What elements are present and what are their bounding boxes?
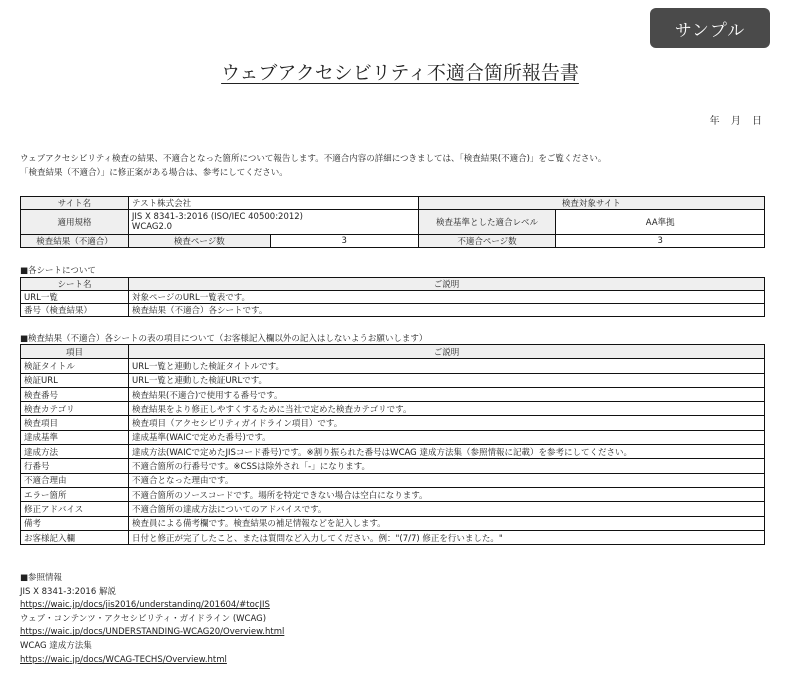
row-description: 検査結果(不適合)で使用する番号です。 (129, 387, 765, 401)
reference-link[interactable]: https://waic.jp/docs/jis2016/understanding/201604/#tocJIS (20, 600, 270, 611)
table-row (21, 530, 765, 544)
row-name: エラー箇所 (21, 487, 129, 501)
intro-text (20, 152, 606, 180)
standard-label: 適用規格 (21, 210, 129, 235)
row-description: 検査結果（不適合）各シートです。 (129, 304, 765, 317)
sheets-heading: ■各シートについて (20, 266, 96, 276)
table-row (21, 373, 765, 387)
row-description: 不適合となった理由です。 (129, 473, 765, 487)
site-name-value: テスト株式会社 (128, 197, 418, 210)
table-row (21, 304, 765, 317)
table-row (21, 430, 765, 444)
pages-label: 検査ページ数 (128, 235, 270, 248)
items-col-header: ご説明 (129, 345, 765, 359)
standard-value: JIS X 8341-3:2016 (ISO/IEC 40500:2012) WCAG2.0 (128, 210, 418, 235)
sheets-col-header: シート名 (21, 278, 129, 291)
row-description: URL一覧と連動した検証タイトルです。 (129, 359, 765, 373)
row-description: 不適合箇所の行番号です。※CSSは除外され「-」になります。 (129, 459, 765, 473)
table-row (21, 402, 765, 416)
row-name: 検証タイトル (21, 359, 129, 373)
table-row (21, 516, 765, 530)
nc-pages-label: 不適合ページ数 (418, 235, 556, 248)
summary-table (20, 196, 765, 248)
pages-value: 3 (270, 235, 418, 248)
row-description: 日付と修正が完了したこと、または質問など入力してください。例："(7/7) 修正を行いました。" (129, 530, 765, 544)
sheets-col-header: ご説明 (129, 278, 765, 291)
nc-pages-value: 3 (556, 235, 765, 248)
reference-label: WCAG 達成方法集 (20, 640, 92, 651)
row-name: 修正アドバイス (21, 502, 129, 516)
row-name: 番号（検査結果） (21, 304, 129, 317)
reference-label: JIS X 8341-3:2016 解説 (20, 586, 116, 597)
row-name: 備考 (21, 516, 129, 530)
row-description: 検査員による備考欄です。検査結果の補足情報などを記入します。 (129, 516, 765, 530)
intro-line: 「検査結果（不適合）」に修正案がある場合は、参考にしてください。 (20, 168, 288, 178)
table-row (21, 387, 765, 401)
row-name: 達成基準 (21, 430, 129, 444)
row-name: 検査項目 (21, 416, 129, 430)
sample-badge: サンプル (650, 8, 770, 48)
page-title: ウェブアクセシビリティ不適合箇所報告書 (221, 62, 579, 84)
row-description: 検査項目（アクセシビリティガイドライン項目）です。 (129, 416, 765, 430)
table-row (21, 291, 765, 304)
items-table (20, 344, 765, 545)
table-row (21, 459, 765, 473)
reference-link[interactable]: https://waic.jp/docs/WCAG-TECHS/Overview.html (20, 654, 227, 665)
target-site-label: 検査対象サイト (418, 197, 764, 210)
row-name: 検証URL (21, 373, 129, 387)
row-description: 不適合箇所のソースコードです。場所を特定できない場合は空白になります。 (129, 487, 765, 501)
table-row (21, 473, 765, 487)
intro-line: ウェブアクセシビリティ検査の結果、不適合となった箇所について報告します。不適合内容の詳細につきましては、「検査結果(不適合)」をご覧ください。 (20, 154, 607, 164)
reference-link[interactable]: https://waic.jp/docs/UNDERSTANDING-WCAG20/Overview.html (20, 627, 285, 638)
sheets-table (20, 277, 765, 317)
row-name: お客様記入欄 (21, 530, 129, 544)
table-row (21, 502, 765, 516)
table-row (21, 487, 765, 501)
row-description: 検査結果をより修正しやすくするために当社で定めた検査カテゴリです。 (129, 402, 765, 416)
table-row (21, 416, 765, 430)
row-name: URL一覧 (21, 291, 129, 304)
row-name: 不適合理由 (21, 473, 129, 487)
results-label: 検査結果（不適合） (21, 235, 129, 248)
row-description: 達成基準(WAICで定めた番号)です。 (129, 430, 765, 444)
items-col-header: 項目 (21, 345, 129, 359)
table-row (21, 359, 765, 373)
row-name: 行番号 (21, 459, 129, 473)
level-value: AA準拠 (556, 210, 765, 235)
row-description: 対象ページのURL一覧表です。 (129, 291, 765, 304)
row-name: 検査番号 (21, 387, 129, 401)
items-heading: ■検査結果（不適合）各シートの表の項目について（お客様記入欄以外の記入はしないようお願いします） (20, 334, 428, 344)
row-name: 達成方法 (21, 445, 129, 459)
references (20, 572, 284, 667)
references-heading: ■参照情報 (20, 573, 63, 583)
report-date: 年 月 日 (709, 116, 762, 127)
reference-label: ウェブ・コンテンツ・アクセシビリティ・ガイドライン (WCAG) (20, 613, 267, 624)
row-description: URL一覧と連動した検証URLです。 (129, 373, 765, 387)
level-label: 検査基準とした適合レベル (418, 210, 556, 235)
row-name: 検査カテゴリ (21, 402, 129, 416)
row-description: 不適合箇所の達成方法についてのアドバイスです。 (129, 502, 765, 516)
row-description: 達成方法(WAICで定めたJISコード番号)です。※割り振られた番号はWCAG 達成方法集（参照情報に記載）を参考にしてください。 (129, 445, 765, 459)
site-name-label: サイト名 (21, 197, 129, 210)
table-row (21, 445, 765, 459)
